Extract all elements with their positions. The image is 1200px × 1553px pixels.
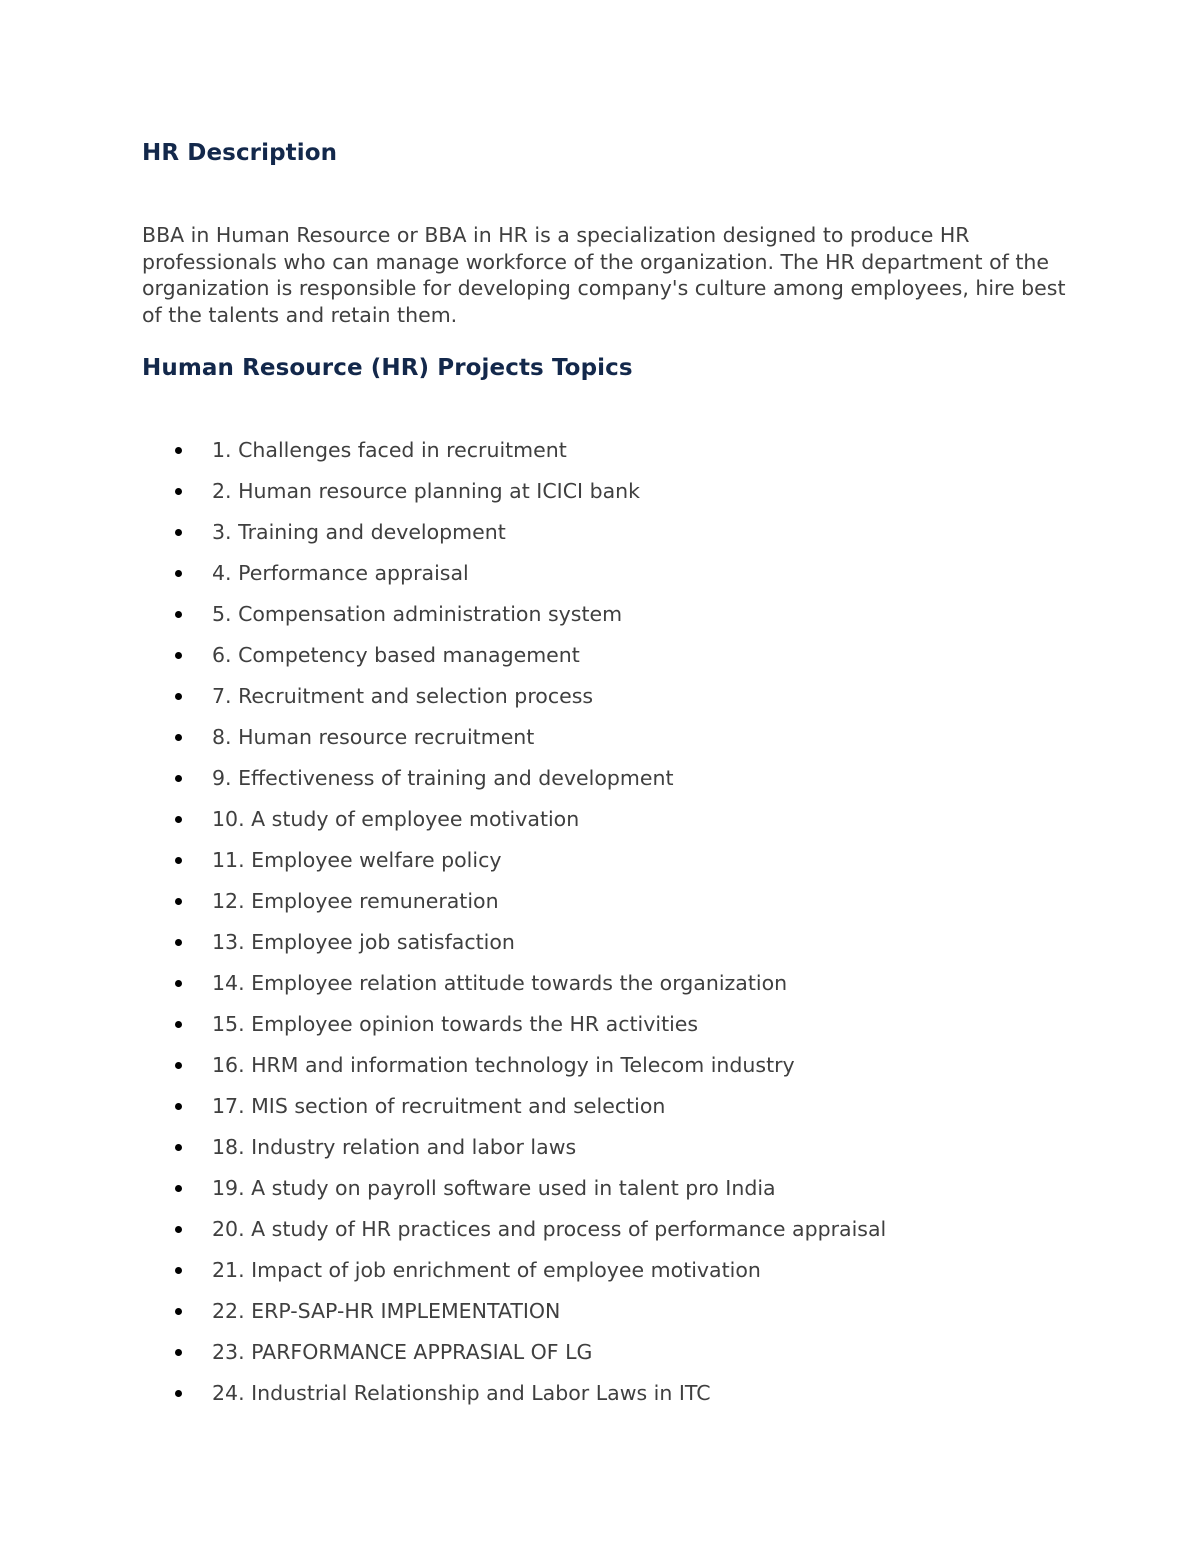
list-item-text: 5. Compensation administration system: [212, 602, 623, 626]
list-item-text: 17. MIS section of recruitment and selection: [212, 1094, 666, 1118]
bullet-icon: [175, 447, 182, 454]
list-item-text: 8. Human resource recruitment: [212, 725, 535, 749]
list-item-text: 2. Human resource planning at ICICI bank: [212, 479, 641, 503]
list-item-text: 18. Industry relation and labor laws: [212, 1135, 577, 1159]
bullet-icon: [175, 816, 182, 823]
list-item-text: 12. Employee remuneration: [212, 889, 499, 913]
bullet-icon: [175, 1390, 182, 1397]
bullet-icon: [175, 1308, 182, 1315]
bullet-icon: [175, 857, 182, 864]
list-item-text: 13. Employee job satisfaction: [212, 930, 515, 954]
bullet-icon: [175, 1226, 182, 1233]
bullet-icon: [175, 611, 182, 618]
list-item-text: 9. Effectiveness of training and development: [212, 766, 674, 790]
list-item-text: 15. Employee opinion towards the HR activities: [212, 1012, 699, 1036]
list-item-text: 16. HRM and information technology in Telecom industry: [212, 1053, 795, 1077]
intro-paragraph: BBA in Human Resource or BBA in HR is a specialization designed to produce HR professionals who can manage workforce of the organization. The HR department of the organization is responsible for developing company's culture among employees, hire best of the talents and retain them.: [142, 223, 1066, 327]
bullet-icon: [175, 1103, 182, 1110]
bullet-icon: [175, 693, 182, 700]
list-item-text: 6. Competency based management: [212, 643, 580, 667]
list-item-text: 7. Recruitment and selection process: [212, 684, 594, 708]
bullet-icon: [175, 775, 182, 782]
list-item-text: 22. ERP-SAP-HR IMPLEMENTATION: [212, 1299, 561, 1323]
list-item-text: 10. A study of employee motivation: [212, 807, 580, 831]
list-item-text: 21. Impact of job enrichment of employee motivation: [212, 1258, 761, 1282]
bullet-icon: [175, 1185, 182, 1192]
list-item-text: 24. Industrial Relationship and Labor Laws in ITC: [212, 1381, 711, 1405]
bullet-icon: [175, 570, 182, 577]
bullet-icon: [175, 652, 182, 659]
bullet-icon: [175, 488, 182, 495]
bullet-icon: [175, 1349, 182, 1356]
topics-heading: Human Resource (HR) Projects Topics: [142, 355, 633, 381]
bullet-icon: [175, 529, 182, 536]
bullet-icon: [175, 1062, 182, 1069]
bullet-icon: [175, 734, 182, 741]
bullet-icon: [175, 1021, 182, 1028]
page-title: HR Description: [142, 140, 338, 166]
list-item-text: 14. Employee relation attitude towards the organization: [212, 971, 788, 995]
bullet-icon: [175, 980, 182, 987]
list-item-text: 11. Employee welfare policy: [212, 848, 502, 872]
bullet-icon: [175, 939, 182, 946]
list-item-text: 4. Performance appraisal: [212, 561, 469, 585]
list-item-text: 20. A study of HR practices and process of performance appraisal: [212, 1217, 887, 1241]
list-item-text: 3. Training and development: [212, 520, 506, 544]
bullet-icon: [175, 1144, 182, 1151]
list-item-text: 19. A study on payroll software used in talent pro India: [212, 1176, 776, 1200]
list-item-text: 23. PARFORMANCE APPRASIAL OF LG: [212, 1340, 593, 1364]
bullet-icon: [175, 898, 182, 905]
list-item-text: 1. Challenges faced in recruitment: [212, 438, 567, 462]
bullet-icon: [175, 1267, 182, 1274]
